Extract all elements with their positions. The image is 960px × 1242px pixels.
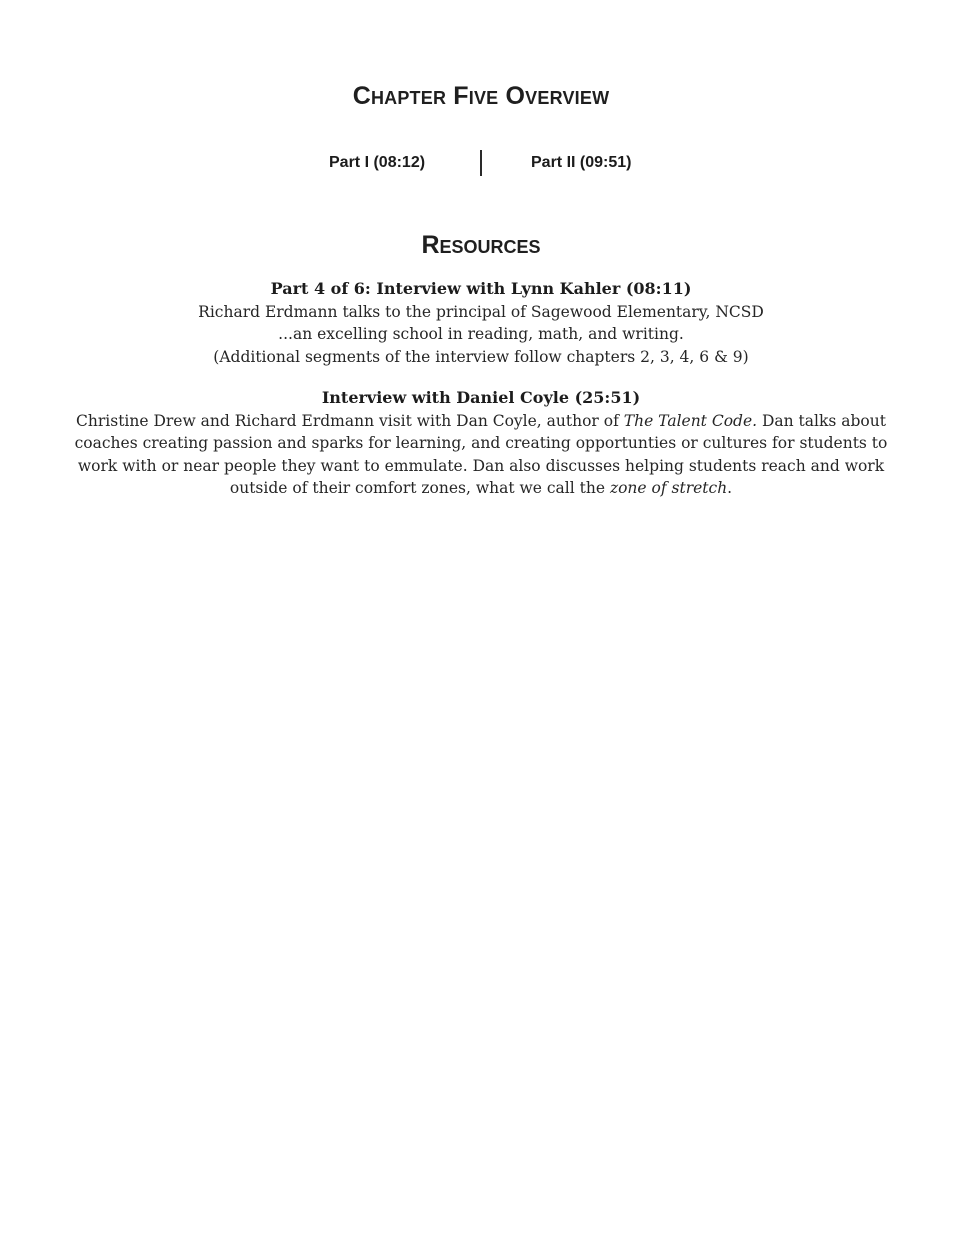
- video-link-part-1[interactable]: Part I (08:12): [329, 154, 426, 171]
- divider: [480, 150, 482, 176]
- video-links: [0, 150, 960, 180]
- resources-title: Resources: [421, 231, 541, 259]
- resource-heading[interactable]: Interview with Daniel Coyle (25:51): [321, 388, 641, 407]
- book-title: The Talent Code.: [623, 411, 758, 430]
- description-text: Dan talks about coaches creating passion and sparks for learning, and creating opportunties or cultures for students to work with or near people they want to emmulate. Dan also discusses helping students reach and work outside of their comfort zones, what we call the: [74, 411, 888, 497]
- resource-line: ...an excelling school in reading, math, and writing.: [278, 325, 684, 343]
- resource-line: Richard Erdmann talks to the principal of Sagewood Elementary, NCSD: [198, 302, 764, 321]
- resource-lynn-kahler: [70, 278, 892, 368]
- resource-description: [70, 410, 892, 500]
- resource-line: (Additional segments of the interview follow chapters 2, 3, 4, 6 & 9): [213, 347, 749, 366]
- video-link-part-2[interactable]: Part II (09:51): [531, 154, 632, 171]
- term-zone-of-stretch: zone of stretch: [609, 479, 728, 497]
- resource-heading[interactable]: Part 4 of 6: Interview with Lynn Kahler (08:11): [270, 279, 692, 298]
- chapter-title: Chapter Five Overview: [352, 82, 610, 110]
- description-text: Christine Drew and Richard Erdmann visit with Dan Coyle, author of: [76, 411, 624, 430]
- resource-daniel-coyle: [70, 387, 892, 500]
- description-end: .: [727, 479, 733, 497]
